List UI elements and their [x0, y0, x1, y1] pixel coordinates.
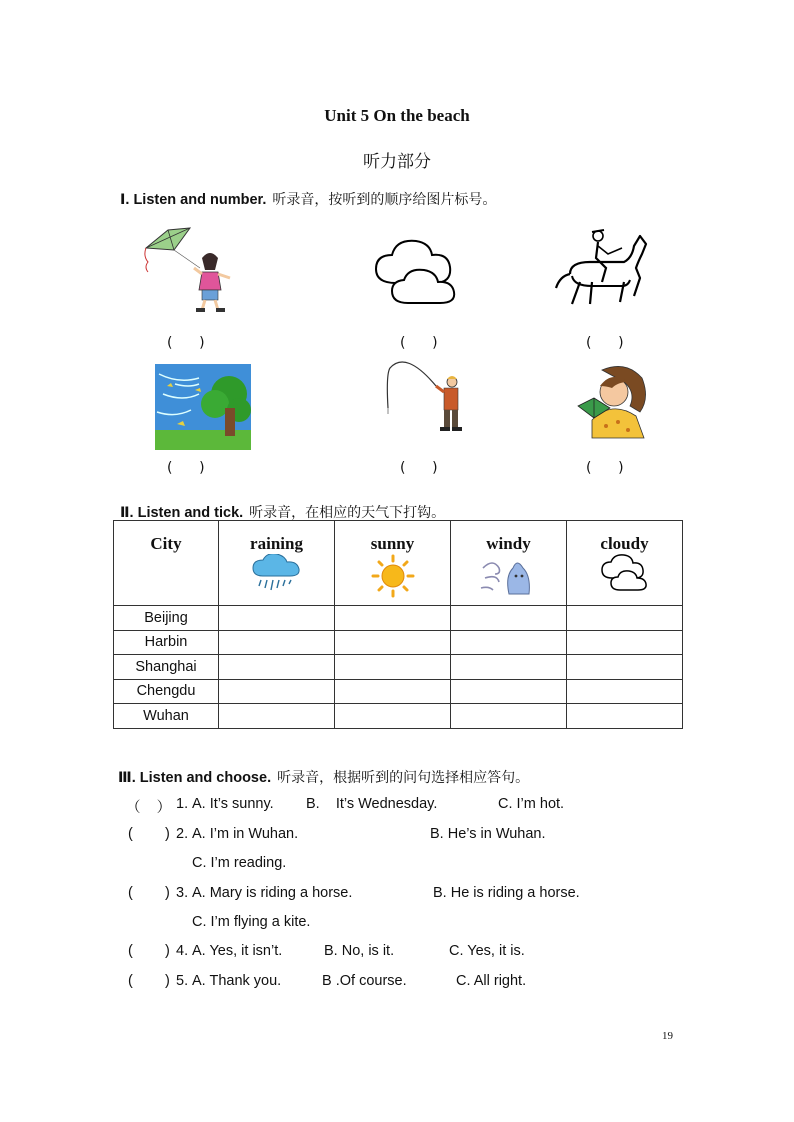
question-3-blank[interactable]: ( )	[128, 885, 170, 901]
tick-cell[interactable]	[219, 606, 335, 631]
question-2-option-c: C. I’m reading.	[192, 855, 287, 871]
reading-girl-picture	[572, 362, 650, 440]
weather-table	[113, 520, 683, 729]
tick-cell[interactable]	[219, 679, 335, 704]
header-raining: raining	[219, 521, 335, 606]
question-4-blank[interactable]: ( )	[128, 943, 170, 959]
question-4-option-b: B. No, is it.	[324, 943, 395, 959]
question-1-option-b: B. It’s Wednesday.	[306, 796, 438, 812]
tick-cell[interactable]	[451, 704, 567, 729]
header-windy: windy	[451, 521, 567, 606]
question-5-number: 5.	[176, 973, 189, 989]
question-5-option-c: C. All right.	[456, 973, 527, 989]
wind-icon	[479, 554, 539, 598]
question-2-blank[interactable]: ( )	[128, 826, 170, 842]
tick-cell[interactable]	[451, 606, 567, 631]
sun-icon	[367, 554, 419, 598]
city-cell: Wuhan	[114, 704, 219, 729]
tick-cell[interactable]	[335, 606, 451, 631]
section-1-instruction: 听录音，按听到的顺序给图片标号。	[272, 192, 497, 208]
cloud-picture	[368, 233, 468, 308]
table-row	[114, 679, 683, 704]
tick-cell[interactable]	[451, 655, 567, 680]
city-cell: Chengdu	[114, 679, 219, 704]
section-1-heading	[120, 189, 496, 209]
header-city: City	[114, 521, 219, 606]
section-3-label: Ⅲ. Listen and choose.	[118, 770, 272, 786]
section-2-label: Ⅱ. Listen and tick.	[120, 505, 244, 521]
answer-blank[interactable]: ( )	[167, 335, 205, 351]
question-2-option-b: B. He’s in Wuhan.	[430, 826, 546, 842]
page-title: Unit 5 On the beach	[324, 106, 470, 125]
question-3-option-c: C. I’m flying a kite.	[192, 914, 311, 930]
question-1-option-c: C. I’m hot.	[498, 796, 565, 812]
section-3-heading	[118, 767, 529, 787]
table-row	[114, 704, 683, 729]
horse-rider-picture	[550, 226, 650, 311]
tick-cell[interactable]	[567, 655, 683, 680]
question-3-option-a: A. Mary is riding a horse.	[192, 885, 353, 901]
tick-cell[interactable]	[219, 655, 335, 680]
rain-cloud-icon	[251, 554, 303, 594]
answer-blank[interactable]: ( )	[586, 460, 624, 476]
section-2-instruction: 听录音，在相应的天气下打钩。	[249, 505, 446, 521]
question-4-option-c: C. Yes, it is.	[449, 943, 525, 959]
city-cell: Shanghai	[114, 655, 219, 680]
tick-cell[interactable]	[335, 679, 451, 704]
section-2-heading	[120, 502, 445, 522]
table-row	[114, 606, 683, 631]
tick-cell[interactable]	[567, 679, 683, 704]
question-2-option-a: A. I’m in Wuhan.	[192, 826, 299, 842]
header-cloudy: cloudy	[567, 521, 683, 606]
table-row	[114, 630, 683, 655]
windy-tree-picture	[155, 364, 251, 450]
tick-cell[interactable]	[219, 630, 335, 655]
tick-cell[interactable]	[567, 630, 683, 655]
tick-cell[interactable]	[335, 704, 451, 729]
question-1-blank[interactable]: （ ）	[126, 800, 172, 816]
cloud-icon	[598, 554, 652, 594]
question-5-option-a: A. Thank you.	[192, 973, 282, 989]
tick-cell[interactable]	[451, 630, 567, 655]
table-header-row	[114, 521, 683, 606]
tick-cell[interactable]	[451, 679, 567, 704]
answer-blank[interactable]: ( )	[167, 460, 205, 476]
answer-blank[interactable]: ( )	[400, 460, 438, 476]
question-3-option-b: B. He is riding a horse.	[433, 885, 580, 901]
fishing-man-picture	[384, 358, 464, 434]
table-row	[114, 655, 683, 680]
section-1-label: Ⅰ. Listen and number.	[120, 192, 267, 208]
tick-cell[interactable]	[335, 630, 451, 655]
page-number: 19	[662, 1030, 673, 1042]
city-cell: Beijing	[114, 606, 219, 631]
question-3-number: 3.	[176, 885, 189, 901]
question-5-option-b: B .Of course.	[322, 973, 407, 989]
kite-girl-picture	[138, 220, 238, 315]
answer-blank[interactable]: ( )	[586, 335, 624, 351]
question-4-option-a: A. Yes, it isn’t.	[192, 943, 283, 959]
question-5-blank[interactable]: ( )	[128, 973, 170, 989]
question-4-number: 4.	[176, 943, 189, 959]
page-subtitle: 听力部分	[363, 152, 431, 172]
city-cell: Harbin	[114, 630, 219, 655]
question-1-number: 1.	[176, 796, 189, 812]
section-3-instruction: 听录音，根据听到的问句选择相应答句。	[277, 770, 530, 786]
question-2-number: 2.	[176, 826, 189, 842]
tick-cell[interactable]	[567, 606, 683, 631]
question-1-option-a: A. It’s sunny.	[192, 796, 274, 812]
answer-blank[interactable]: ( )	[400, 335, 438, 351]
tick-cell[interactable]	[219, 704, 335, 729]
header-sunny: sunny	[335, 521, 451, 606]
tick-cell[interactable]	[567, 704, 683, 729]
tick-cell[interactable]	[335, 655, 451, 680]
